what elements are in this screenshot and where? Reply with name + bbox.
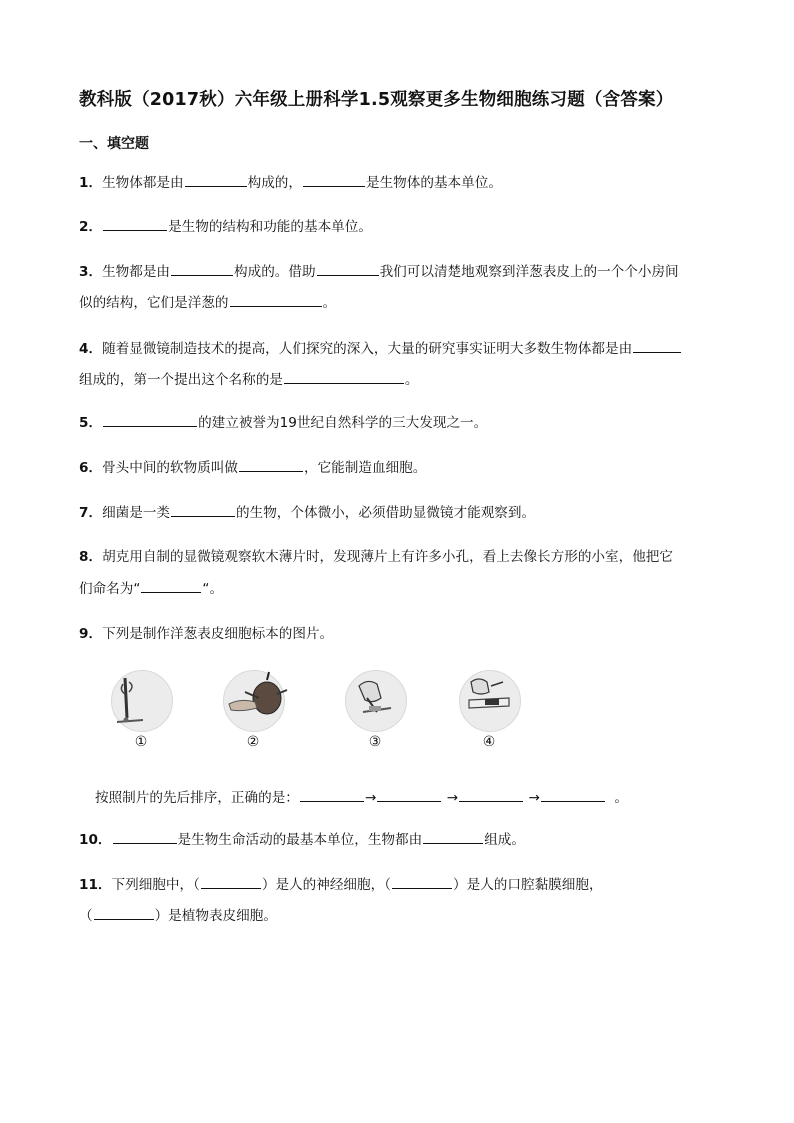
question-number: 11． xyxy=(79,877,112,893)
question-10 xyxy=(79,829,525,851)
figure-label: ① xyxy=(134,734,148,750)
question-text: 组成的，第一个提出这个名称的是 xyxy=(79,372,283,388)
answer-blank[interactable] xyxy=(377,787,441,802)
figure-1 xyxy=(103,668,183,760)
answer-blank[interactable] xyxy=(300,787,364,802)
question-6 xyxy=(79,457,426,479)
answer-blank[interactable] xyxy=(113,829,177,844)
question-text: 。 xyxy=(404,372,419,388)
question-text: ，它能制造血细胞。 xyxy=(304,460,427,476)
question-text: 随着显微镜制造技术的提高，人们探究的深入，大量的研究事实证明大多数生物体都是由 xyxy=(102,341,633,357)
answer-blank[interactable] xyxy=(94,905,154,920)
answer-blank[interactable] xyxy=(103,412,197,427)
answer-blank[interactable] xyxy=(459,787,523,802)
question-4 xyxy=(79,338,682,360)
answer-blank[interactable] xyxy=(284,369,404,384)
figure-3 xyxy=(337,668,417,760)
question-text: 的建立被誉为19世纪自然科学的三大发现之一。 xyxy=(198,415,488,431)
question-text: 构成的。借助 xyxy=(234,264,316,280)
answer-blank[interactable] xyxy=(239,457,303,472)
question-number: 1． xyxy=(79,175,103,191)
question-text: 的生物，个体微小，必须借助显微镜才能观察到。 xyxy=(236,505,536,521)
arrow-icon: → xyxy=(528,790,540,806)
question-number: 3． xyxy=(79,264,103,280)
answer-blank[interactable] xyxy=(171,261,233,276)
question-text: 组成。 xyxy=(484,832,525,848)
question-2 xyxy=(79,216,372,238)
question-text: ）是人的口腔黏膜细胞， xyxy=(453,877,603,893)
question-text: ）是植物表皮细胞。 xyxy=(154,908,277,924)
question-4-cont xyxy=(79,369,419,391)
question-1 xyxy=(79,172,502,194)
answer-blank[interactable] xyxy=(303,172,365,187)
question-text: 生物体都是由 xyxy=(102,175,184,191)
question-number: 5． xyxy=(79,415,103,431)
question-5 xyxy=(79,412,487,434)
question-number: 7． xyxy=(79,505,103,521)
question-text: 细菌是一类 xyxy=(102,505,171,521)
answer-blank[interactable] xyxy=(230,292,322,307)
answer-blank[interactable] xyxy=(541,787,605,802)
answer-blank[interactable] xyxy=(423,829,483,844)
figure-4 xyxy=(451,668,531,760)
answer-blank[interactable] xyxy=(185,172,247,187)
question-text: 下列细胞中，（ xyxy=(111,877,200,893)
question-text: 。 xyxy=(614,790,628,806)
question-text: 骨头中间的软物质叫做 xyxy=(102,460,238,476)
question-number: 8． xyxy=(79,549,103,565)
question-number: 4． xyxy=(79,341,103,357)
answer-blank[interactable] xyxy=(201,874,261,889)
figure-label: ③ xyxy=(368,734,382,750)
arrow-icon: → xyxy=(446,790,459,806)
dropper-on-slide-icon xyxy=(103,668,183,734)
question-text: 是生物的结构和功能的基本单位。 xyxy=(168,219,372,235)
question-8-cont xyxy=(79,578,223,600)
figure-2 xyxy=(215,668,295,760)
question-text: 们命名为“ xyxy=(79,581,141,597)
question-text: 下列是制作洋葱表皮细胞标本的图片。 xyxy=(102,626,334,642)
question-3 xyxy=(79,261,679,283)
answer-blank[interactable] xyxy=(317,261,379,276)
question-number: 6． xyxy=(79,460,103,476)
answer-blank[interactable] xyxy=(633,338,681,353)
cover-slip-icon xyxy=(337,668,417,734)
question-text: “。 xyxy=(202,581,224,597)
figure-label: ④ xyxy=(482,734,496,750)
arrow-icon: → xyxy=(364,790,377,806)
question-text: 。 xyxy=(322,295,337,311)
question-text: 胡克用自制的显微镜观察软木薄片时，发现薄片上有许多小孔，看上去像长方形的小室，他把它 xyxy=(102,549,673,565)
question-3-cont xyxy=(79,292,336,314)
procedure-figures xyxy=(95,668,535,760)
question-text: 按照制片的先后排序，正确的是： xyxy=(95,790,299,806)
question-8 xyxy=(79,546,673,568)
question-text: 似的结构，它们是洋葱的 xyxy=(79,295,229,311)
question-text: 构成的， xyxy=(247,175,302,191)
answer-blank[interactable] xyxy=(103,216,167,231)
question-text: 是生物生命活动的最基本单位，生物都由 xyxy=(177,832,423,848)
question-number: 9． xyxy=(79,626,103,642)
question-text: （ xyxy=(79,908,93,924)
question-9-order xyxy=(95,787,628,809)
question-number: 2． xyxy=(79,219,103,235)
question-text: 生物都是由 xyxy=(102,264,171,280)
onion-peeling-icon xyxy=(215,668,295,734)
question-text: 是生物体的基本单位。 xyxy=(366,175,502,191)
question-11-cont xyxy=(79,905,277,927)
question-11 xyxy=(79,874,603,896)
answer-blank[interactable] xyxy=(141,578,201,593)
question-7 xyxy=(79,502,535,524)
staining-icon xyxy=(451,668,531,734)
section-heading: 一、填空题 xyxy=(79,136,149,152)
figure-label: ② xyxy=(246,734,260,750)
question-number: 10． xyxy=(79,832,112,848)
question-text: ）是人的神经细胞，（ xyxy=(261,877,392,893)
answer-blank[interactable] xyxy=(171,502,235,517)
question-9 xyxy=(79,623,333,645)
question-text: 我们可以清楚地观察到洋葱表皮上的一个个小房间 xyxy=(379,264,679,280)
answer-blank[interactable] xyxy=(392,874,452,889)
page-title: 教科版（2017秋）六年级上册科学1.5观察更多生物细胞练习题（含答案） xyxy=(79,90,674,110)
